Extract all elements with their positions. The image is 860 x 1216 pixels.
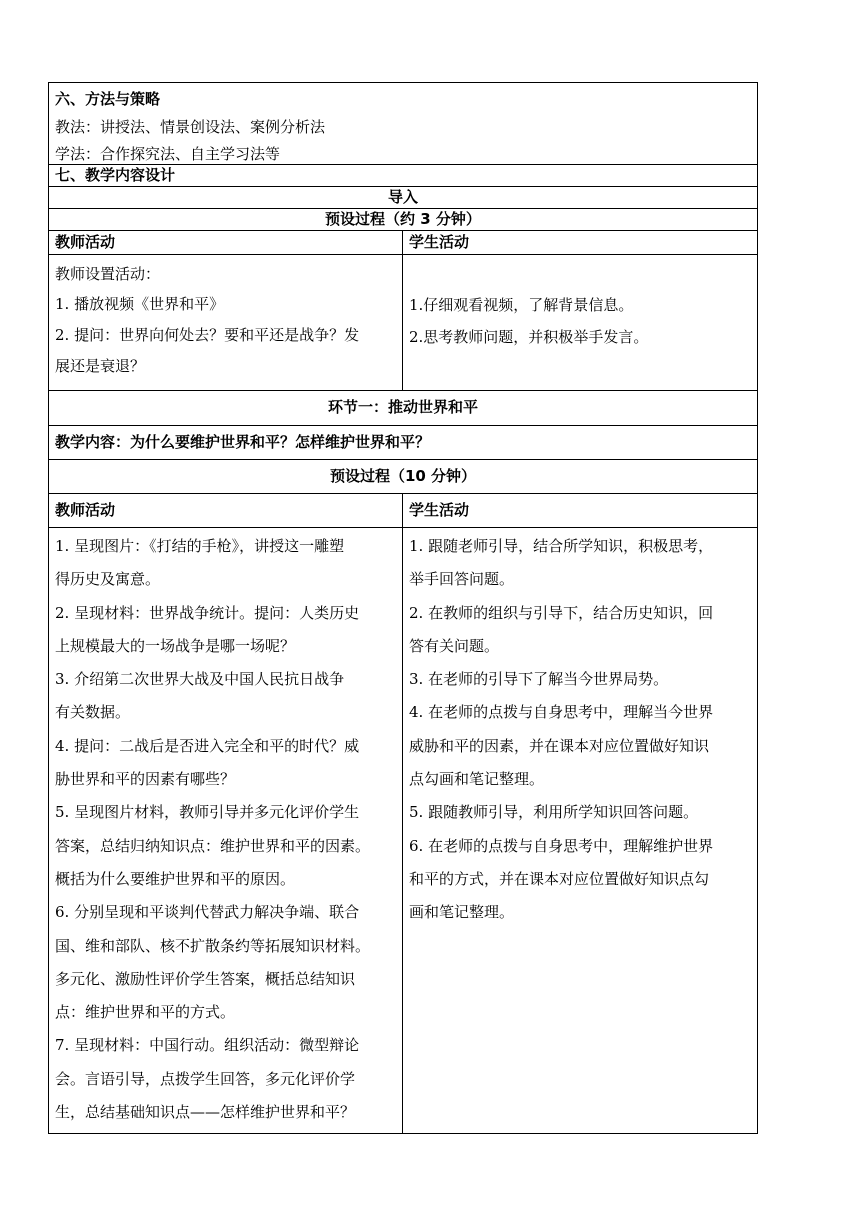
part1-teacher-line: 点：维护世界和平的方式。	[55, 1003, 236, 1022]
part1-teacher-line: 会。言语引导，点拨学生回答，多元化评价学	[55, 1069, 356, 1088]
intro-teacher-line: 1. 播放视频《世界和平》	[55, 295, 225, 313]
part1-student-line: 举手回答问题。	[409, 570, 515, 589]
content-design-heading: 七、教学内容设计	[55, 166, 176, 184]
part1-teacher-line: 生，总结基础知识点——怎样维护世界和平？	[55, 1103, 356, 1122]
intro-student-activities	[403, 255, 757, 390]
lesson-plan-table	[48, 82, 758, 1134]
learning-methods: 学法：合作探究法、自主学习法等	[55, 145, 281, 163]
intro-process-title: 预设过程（约 3 分钟）	[325, 210, 481, 228]
part1-student-line: 6. 在老师的点拨与自身思考中，理解维护世界	[409, 836, 714, 855]
part1-teacher-line: 概括为什么要维护世界和平的原因。	[55, 869, 296, 888]
intro-body-row	[49, 254, 757, 390]
part1-teacher-line: 得历史及寓意。	[55, 570, 161, 589]
part1-teacher-line: 6. 分别呈现和平谈判代替武力解决争端、联合	[55, 903, 360, 922]
intro-teacher-line: 2. 提问：世界向何处去？要和平还是战争？发	[55, 326, 360, 344]
part1-teacher-line: 多元化、激励性评价学生答案，概括总结知识	[55, 969, 356, 988]
methods-heading: 六、方法与策略	[55, 90, 161, 108]
part1-teacher-line: 上规模最大的一场战争是哪一场呢？	[55, 636, 296, 655]
part1-student-line: 3. 在老师的引导下了解当今世界局势。	[409, 670, 669, 689]
intro-student-header: 学生活动	[409, 233, 470, 251]
intro-process-row	[49, 208, 757, 230]
intro-student-line: 1.仔细观看视频，了解背景信息。	[409, 296, 634, 314]
part1-process-row	[49, 459, 757, 493]
part1-student-line: 威胁和平的因素，并在课本对应位置做好知识	[409, 736, 710, 755]
intro-teacher-activities	[49, 255, 403, 390]
intro-student-line: 2.思考教师问题，并积极举手发言。	[409, 328, 649, 346]
part1-teacher-header: 教师活动	[49, 494, 403, 527]
part1-student-header: 学生活动	[409, 501, 470, 519]
methods-section	[49, 82, 757, 164]
part1-student-line: 2. 在教师的组织与引导下，结合历史知识，回	[409, 603, 714, 622]
part1-content: 教学内容：为什么要维护世界和平？怎样维护世界和平？	[55, 433, 431, 451]
content-design-heading-row	[49, 164, 757, 186]
part1-student-activities	[403, 528, 757, 1133]
part1-teacher-line: 3. 介绍第二次世界大战及中国人民抗日战争	[55, 670, 345, 689]
intro-title: 导入	[387, 188, 418, 206]
part1-student-line: 1. 跟随老师引导，结合所学知识，积极思考，	[409, 537, 714, 555]
part1-student-line: 4. 在老师的点拨与自身思考中，理解当今世界	[409, 703, 714, 722]
part1-student-line: 答有关问题。	[409, 636, 500, 655]
part1-teacher-line: 1. 呈现图片：《打结的手枪》，讲授这一雕塑	[55, 537, 345, 555]
part1-student-line: 5. 跟随教师引导，利用所学知识回答问题。	[409, 803, 699, 822]
part1-teacher-activities	[49, 528, 403, 1133]
part1-teacher-line: 胁世界和平的因素有哪些？	[55, 770, 236, 789]
part1-teacher-line: 国、维和部队、核不扩散条约等拓展知识材料。	[55, 936, 371, 955]
part1-process-title: 预设过程（10 分钟）	[329, 467, 477, 485]
part1-teacher-line: 4. 提问：二战后是否进入完全和平的时代？威	[55, 736, 360, 755]
part1-teacher-line: 答案，总结归纳知识点：维护世界和平的因素。	[55, 836, 371, 855]
part1-header-row	[49, 493, 757, 527]
intro-title-row	[49, 186, 757, 208]
intro-teacher-line: 展还是衰退？	[55, 357, 146, 375]
part1-title: 环节一：推动世界和平	[327, 398, 478, 416]
part1-student-line: 点勾画和笔记整理。	[409, 770, 545, 789]
part1-teacher-line: 7. 呈现材料：中国行动。组织活动：微型辩论	[55, 1036, 360, 1055]
part1-student-line: 和平的方式，并在课本对应位置做好知识点勾	[409, 869, 710, 888]
part1-content-row	[49, 425, 757, 459]
intro-teacher-line: 教师设置活动：	[55, 265, 161, 283]
part1-teacher-line: 2. 呈现材料：世界战争统计。提问：人类历史	[55, 603, 360, 622]
intro-teacher-header: 教师活动	[49, 231, 403, 254]
part1-title-row	[49, 390, 757, 425]
part1-student-line: 画和笔记整理。	[409, 903, 515, 922]
part1-teacher-line: 5. 呈现图片材料，教师引导并多元化评价学生	[55, 803, 360, 822]
part1-body-row	[49, 527, 757, 1134]
part1-teacher-line: 有关数据。	[55, 703, 131, 722]
teaching-methods: 教法：讲授法、情景创设法、案例分析法	[55, 118, 326, 136]
intro-header-row	[49, 230, 757, 254]
